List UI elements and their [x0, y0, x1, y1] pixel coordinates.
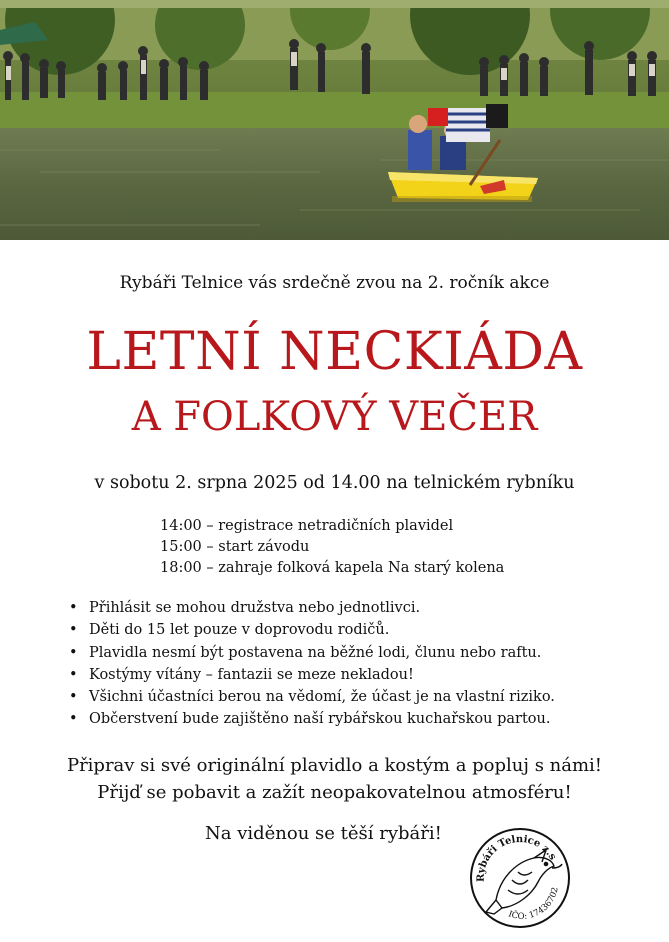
rules-list	[69, 597, 555, 731]
invite-line: Rybáři Telnice vás srdečně zvou na 2. ročník akce	[119, 273, 550, 293]
schedule-list	[160, 516, 504, 579]
event-title-line1: LETNÍ NECKIÁDA	[86, 322, 583, 382]
schedule-item: 15:00 – start závodu	[160, 539, 310, 555]
rules-item: • Občerstvení bude zajištěno naší rybářskou kuchařskou partou.	[69, 708, 555, 730]
rules-item: • Kostýmy vítány – fantazii se meze nekladou!	[69, 664, 555, 686]
rules-item: • Přihlásit se mohou družstva nebo jednotlivci.	[69, 597, 555, 619]
schedule-item: 18:00 – zahraje folková kapela Na starý kolena	[160, 560, 505, 576]
club-stamp	[468, 826, 572, 930]
event-title-line2: A FOLKOVÝ VEČER	[131, 394, 538, 440]
event-date-line: v sobotu 2. srpna 2025 od 14.00 na telnickém rybníku	[94, 473, 575, 493]
stamp-org-name: Rybáři Telnice z.s	[475, 834, 559, 883]
stamp-ico: IČO: 17436702	[506, 886, 561, 922]
pond-race-photo	[0, 0, 669, 240]
header-photo	[0, 0, 669, 240]
rules-item: • Plavidla nesmí být postavena na běžné lodi, člunu nebo raftu.	[69, 642, 555, 664]
cta-line: Připrav si své originální plavidlo a kostým a popluj s námi!	[66, 755, 603, 776]
rules-item: • Děti do 15 let pouze v doprovodu rodičů.	[69, 619, 555, 641]
schedule-item: 14:00 – registrace netradičních plavidel	[160, 518, 454, 534]
rules-item: • Všichni účastníci berou na vědomí, že účast je na vlastní riziko.	[69, 686, 555, 708]
signoff: Na viděnou se těší rybáři!	[205, 823, 442, 844]
cta-line: Přijď se pobavit a zažít neopakovatelnou atmosféru!	[97, 782, 572, 803]
stamp-seal-icon	[468, 826, 572, 930]
call-to-action	[0, 752, 669, 806]
